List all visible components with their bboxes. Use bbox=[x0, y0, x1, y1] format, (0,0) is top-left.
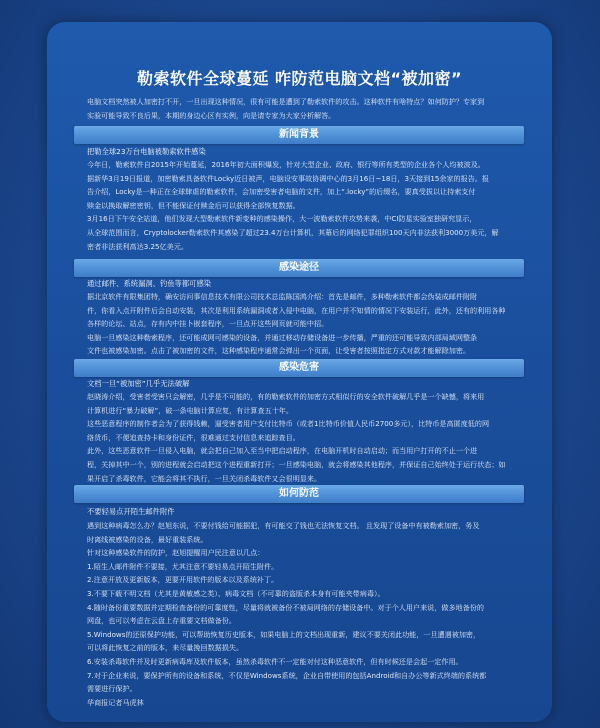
section-header-harm: 感染危害 bbox=[74, 359, 524, 377]
prevention-line: 2.注意开放及更新版本，更要开用软件的版本以及系统补丁。 bbox=[87, 575, 279, 585]
infection-line: 各样的论坛、站点，存有内中挂卜嵌套程序，一旦点开这些网页就可能中招。 bbox=[87, 319, 329, 329]
harm-line: 此外，这些恶意软件一旦侵入电脑，就会把自己加入至当中把启动程序，在电脑开机时自动启动；而当用户打开的不止一个进 bbox=[87, 446, 478, 456]
prevention-line: 可以将此恢复之前的版本，来尽量挽回数据损失。 bbox=[87, 643, 244, 653]
harm-line: 赵晓涛介绍，受害者受害只会解密，几乎是不可能的，有的勒索软件的加密方式相似行的安全软件破解几乎是一个缺憾，将来用 bbox=[87, 392, 485, 401]
intro-line: 实验可能导致不良后果，本期的身边心区有实例，向是请专家为大家分析解答。 bbox=[87, 110, 336, 120]
harm-line: 程，关掉其中一个，别的进程就会启动把这个进程重新打开；一旦感染电脑，就会将感染其他程序，并保证自己始终处于运行状态；如 bbox=[87, 459, 506, 469]
prevention-line: 时离线被感染的设备，最好重装系统。 bbox=[87, 534, 208, 544]
harm-line: 计算机进行“暴力破解”，破一条电脑计算应复，有计算查五十年。 bbox=[87, 405, 293, 415]
harm-line: 络货币，不便追查持卡和身份证件，很难通过支付信息来追踪查目。 bbox=[87, 432, 300, 442]
news-line: 从全球范围而言，Cryptolocker勒索软件其感染了超过23.4万台计算机，其幕后的网络犯罪组织100天内非法获利3000万美元，解 bbox=[87, 227, 499, 237]
prevention-line: 网盘，也可以考虑在云盘上存重要文档做备份。 bbox=[87, 616, 236, 626]
prevention-line: 3.不要下载不明文档（尤其是黄敏感之类）、病毒文档（不可靠的盗版杀本身有可能夹带病毒）。 bbox=[87, 588, 385, 598]
prevention-line: 5.Windows的还原保护功能，可以帮助恢复历史版本，如果电脑上的文档出现重新，建议不要关闭此功能，一旦遭遇被加密， bbox=[87, 629, 481, 639]
infection-body bbox=[87, 290, 547, 358]
prevention-line: 针对这种感染软件的防护，赵旭提醒用户民注意以几点： bbox=[87, 548, 265, 558]
news-line: 今年日，勒索软件自2015年开始蔓延，2016年初大面积爆发，针对大型企业、政府、银行等所有类型的企业各个人均被波及。 bbox=[87, 160, 485, 169]
prevention-body bbox=[87, 519, 547, 709]
prevention-line: 6.安装杀毒软件并及时更新病毒库及软件版本，虽然杀毒软件不一定能对付这种恶意软件，但有时候还是会起一定作用。 bbox=[87, 656, 463, 666]
harm-line: 这些恶意程序的制作者会为了获得钱赖，逼受害者用户支付比特币（或者1比特币价值人民币2700多元），比特币是高匿度低的网 bbox=[87, 419, 490, 429]
intro-paragraph bbox=[87, 95, 547, 122]
prevention-line: 1.陌生人邮件附件不要接，尤其注意不要轻易点开陌生附件。 bbox=[87, 561, 279, 571]
prevention-line: 7.对于企业来说，要保护所有的设备和系统，不仅是Windows系统，企业自带使用的包括Android和自办公等新式终端的系统都 bbox=[87, 670, 487, 680]
harm-body bbox=[87, 390, 547, 485]
prevention-line: 4.随时备份重要数据并定期检查备份的可靠度性，尽量将就被备份不被局网络的存储设备中。对于个人用户来说，做多地备份的 bbox=[87, 602, 484, 612]
news-body bbox=[87, 158, 547, 253]
infection-line: 文件也被感染加密。点击了被加密的文件，这种感染程序通常会弹出一个页面，让受害者按照指定方式对款才能解除加密。 bbox=[87, 346, 471, 356]
harm-subheading: 文档一旦“被加密”几乎无法破解 bbox=[87, 379, 190, 388]
infection-line: 电脑一旦感染这种勒索程序，还可能成网可感染的设备，并通过移动存储设备进一步传播，严重的还可能导致内部局域网整条 bbox=[87, 332, 478, 342]
prevention-line: 需要进行保护。 bbox=[87, 684, 137, 694]
section-header-prevention: 如何防范 bbox=[74, 485, 524, 503]
infection-subheading: 通过邮件、系统漏洞、钓鱼等都可感染 bbox=[87, 279, 212, 288]
infection-line: 件，你看入点开附件后会自动安装，其次是利用系统漏洞或者入侵中电脑，在用户并不知情的情况下安装运行，此外，还有的利用各种 bbox=[87, 305, 506, 315]
prevention-footer: 华商报记者马虎林 bbox=[87, 697, 144, 707]
news-line: 3月16日下午安全站道，他们发现大型勒索软件新变种的感染操作，大一波勒索软件攻势来袭，中CI防星实验室独研究显示， bbox=[87, 214, 477, 224]
prevention-subheading: 不要轻易点开陌生邮件附件 bbox=[87, 507, 175, 516]
intro-line: 电脑文档突然被人加密打不开，一旦出现这种情况，很有可能是遭到了勒索软件的攻击。这种软件有啥特点？如何防护？专家到 bbox=[87, 97, 485, 106]
news-line: 密者非法获利高达3.25亿美元。 bbox=[87, 241, 188, 251]
section-header-news: 新闻背景 bbox=[74, 126, 524, 144]
news-line: 赎金以换取解密密钥，但不能保证付赎金后可以获得全部恢复数据。 bbox=[87, 200, 300, 210]
harm-line: 果开启了杀毒软件，它能会将其不执行，一旦关闭杀毒软件又会很明显来。 bbox=[87, 473, 322, 483]
page-title: 勒索软件全球蔓延 咋防范电脑文档“被加密” bbox=[136, 69, 463, 88]
news-line: 告介绍，Locky是一种正在全球肆虐的勒索软件，会加密受害者电脑的文件，加上“.locky”的后缀名，要真受拔以让持索支付 bbox=[87, 187, 476, 197]
infection-line: 据北京软件有限集团特，确安访问事信息技术有限公司技术总监陈国鸿介绍：首先是邮件，多种勒索软件都会伪装成邮件附附 bbox=[87, 292, 478, 301]
news-subheading: 把勒全球23万台电脑被勒索软件感染 bbox=[87, 147, 206, 156]
prevention-line: 遇到这种病毒怎么办？赵旭东说，不要付钱给可能据犯，有可能交了钱也无法恢复文档。 且发现了设备中有被勒索加密，务及 bbox=[87, 521, 480, 530]
section-header-infection: 感染途径 bbox=[74, 259, 524, 277]
news-line: 据新华3月19日报道，加密勒索具备软件Locky近日被声，电脑设安事故协调中心的3月16日~18日，3天接到15余家的报告。报 bbox=[87, 173, 490, 183]
article-card bbox=[47, 22, 552, 722]
